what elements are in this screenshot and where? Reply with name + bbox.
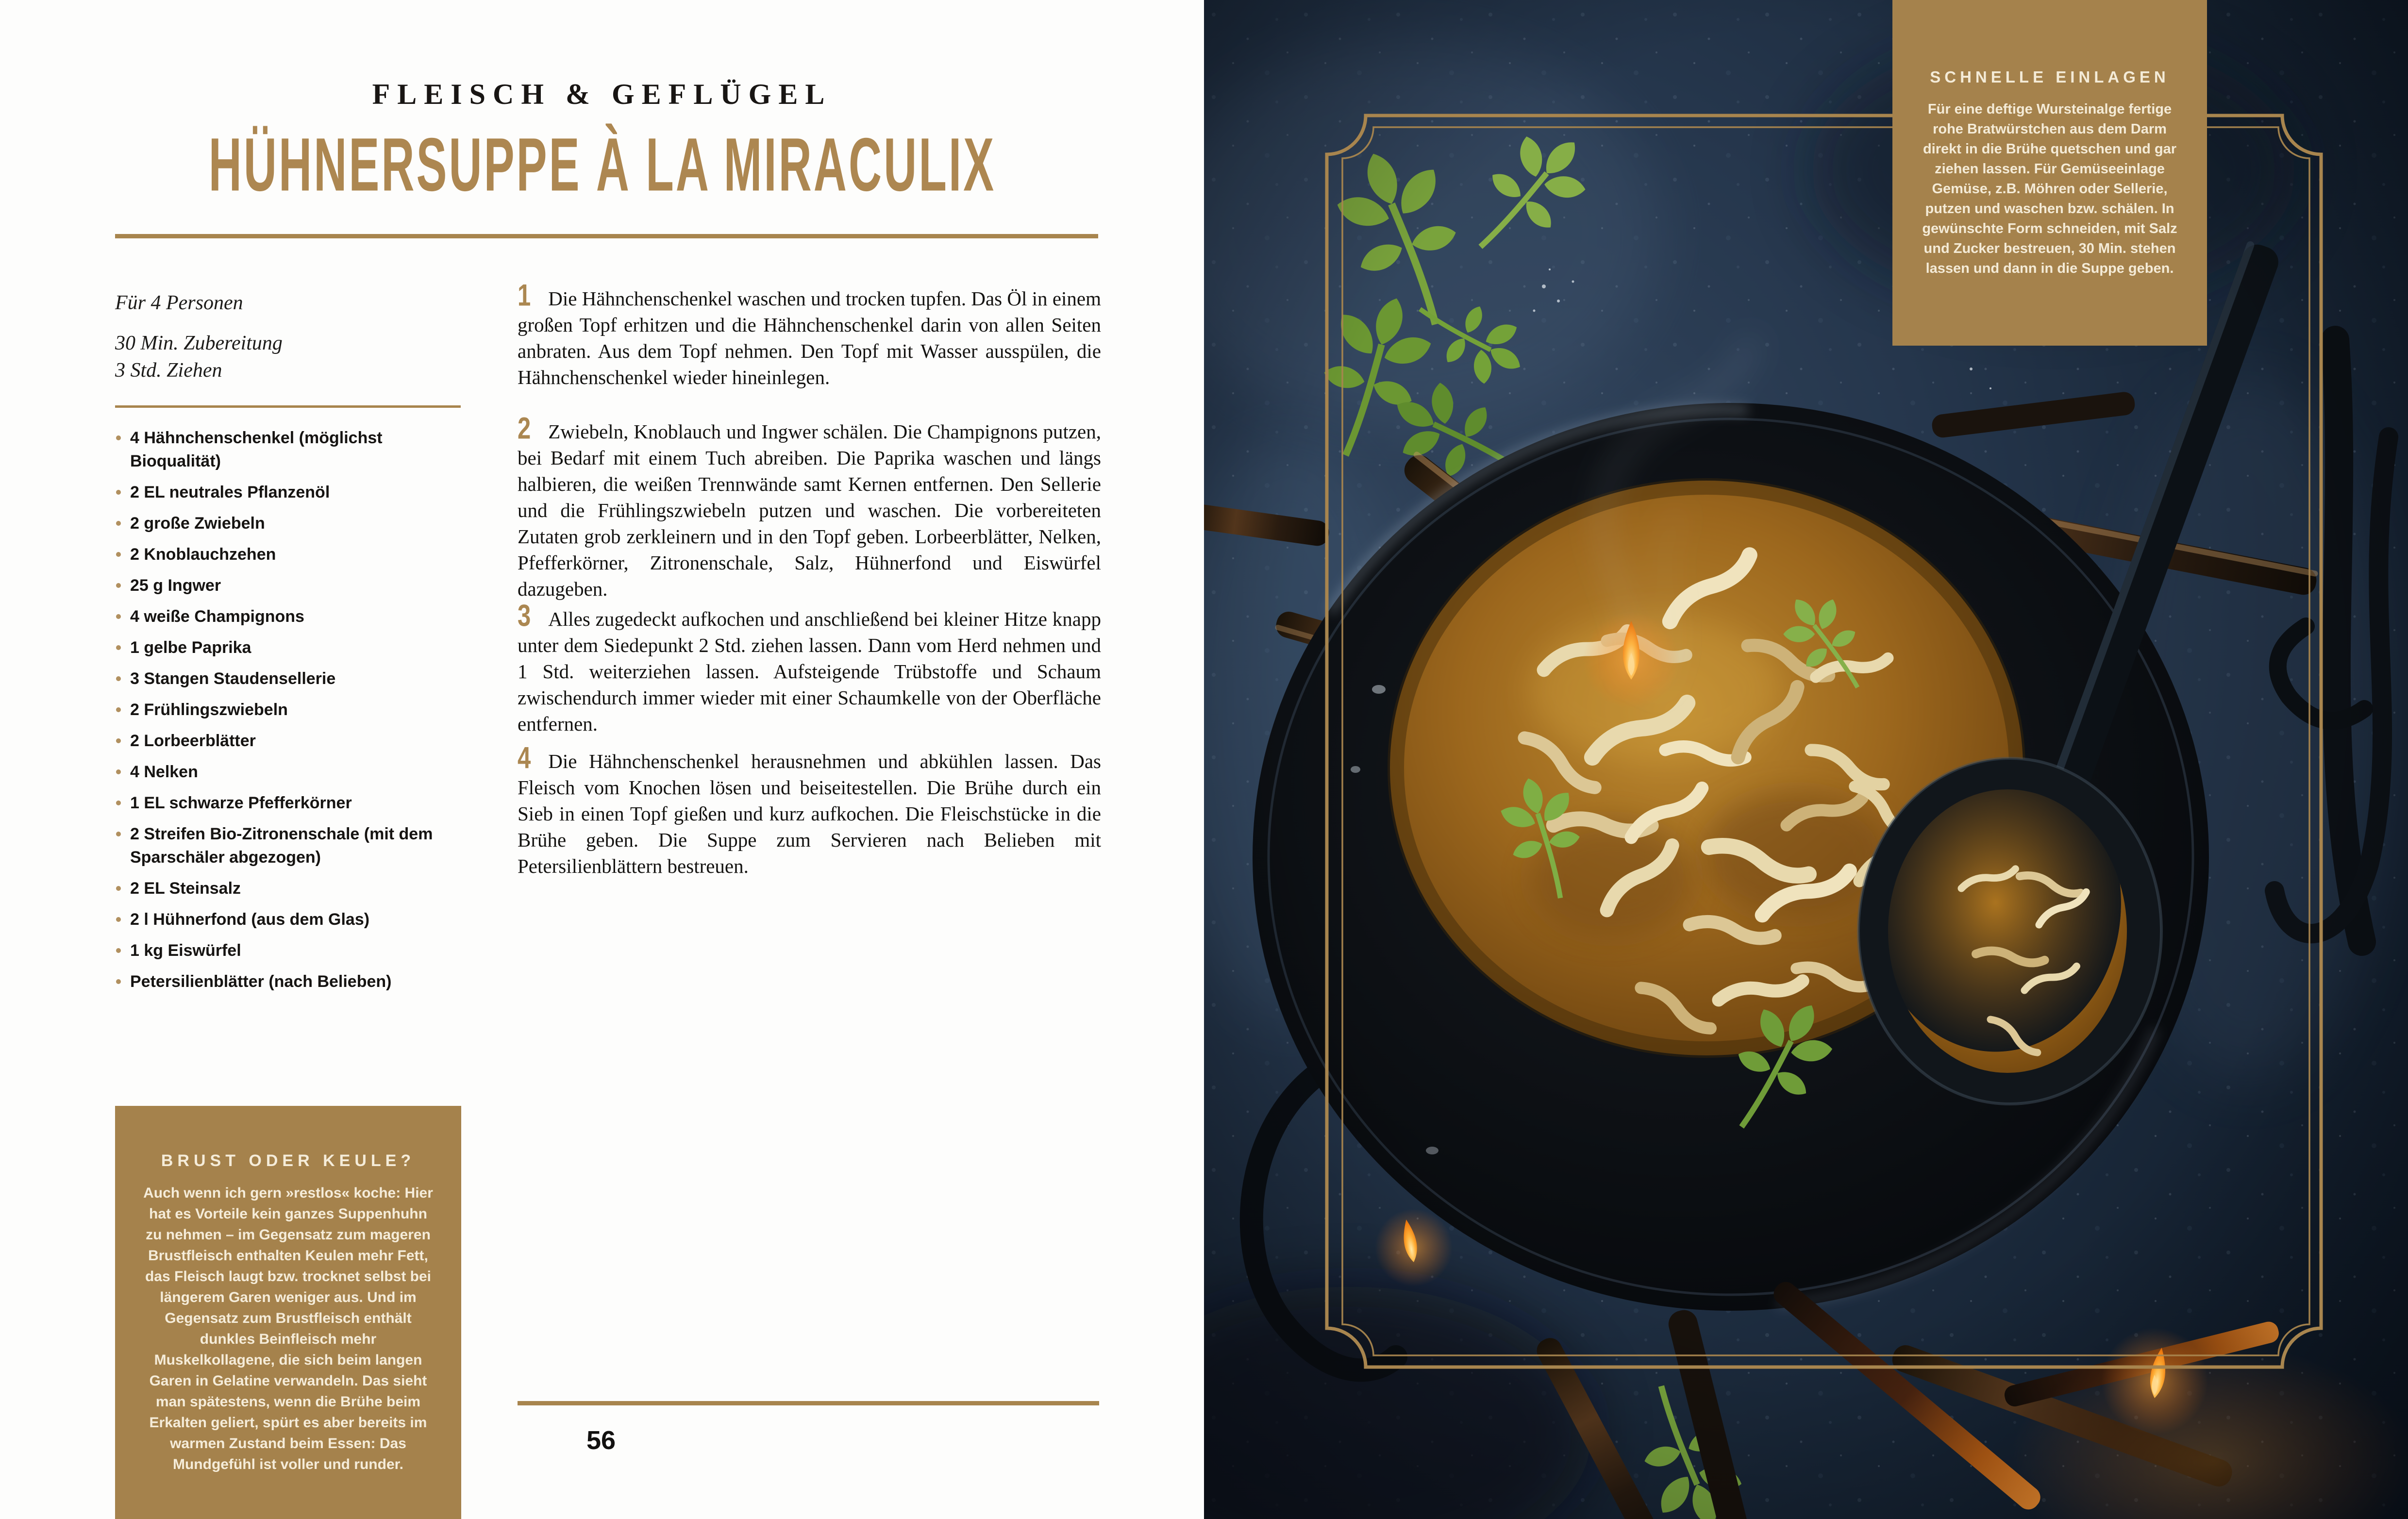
ingredient-item: 2 Frühlingszwiebeln <box>115 698 463 721</box>
ingredients-divider-rule <box>115 405 461 408</box>
tip-box-title: SCHNELLE EINLAGEN <box>1930 68 2170 86</box>
step-text: Alles zugedeckt aufkochen und anschließend bei kleiner Hitze knapp unter dem Siedepunkt 2 Std. ziehen lassen. Dann vom Herd nehmen und 1 Std. weiterziehen lassen. Aufsteigende Trübstoffe und Schaum zwischendurch immer wieder mit einer Schaumkelle von der Oberfläche entfernen. <box>518 608 1101 735</box>
step-text: Die Hähnchenschenkel herausnehmen und abkühlen lassen. Das Fleisch vom Knochen lösen und beiseitestellen. Die Brühe durch ein Sieb in einen Topf gießen und kurz aufkochen. Die Fleischstücke in die Brühe geben. Die Suppe zum Servieren nach Belieben mit Petersilienblättern bestreuen. <box>518 750 1101 877</box>
ingredient-item: 4 weiße Champignons <box>115 605 463 628</box>
ingredient-item: 2 große Zwiebeln <box>115 512 463 535</box>
rest-time-label: 3 Std. Ziehen <box>115 359 222 382</box>
sidebar-info-box <box>115 1106 461 1519</box>
prep-time-label: 30 Min. Zubereitung <box>115 332 283 354</box>
ingredient-item: Petersilienblätter (nach Belieben) <box>115 970 463 993</box>
instruction-step-2 <box>518 412 1101 602</box>
ingredient-item: 3 Stangen Staudensellerie <box>115 667 463 690</box>
step-text: Zwiebeln, Knoblauch und Ingwer schälen. Die Champignons putzen, bei Bedarf mit einem Tuch abreiben. Die Paprika waschen und längs halbieren, die weißen Trennwände samt Kernen entfernen. Den Sellerie und die Frühlingszwiebeln putzen und waschen. Die vorbereiteten Zutaten grob zerkleinern und in den Topf geben. Lorbeerblätter, Nelken, Pfefferkörner, Zitronenschale, Salz, Hühnerfond und Eiswürfel dazugeben. <box>518 420 1101 600</box>
instruction-step-4 <box>518 741 1101 879</box>
ingredient-item: 2 EL neutrales Pflanzenöl <box>115 481 463 504</box>
ingredient-item: 1 EL schwarze Pfefferkörner <box>115 791 463 815</box>
info-box-text: Auch wenn ich gern »restlos« koche: Hier hat es Vorteile kein ganzes Suppenhuhn zu nehmen – im Gegensatz zum mageren Brustfleisch enthalten Keulen mehr Fett, das Fleisch laugt bzw. trocknet selbst bei längerem Garen weniger aus. Und im Gegensatz zum Brustfleisch enthält dunkles Beinfleisch mehr Muskelkollagene, die sich beim langen Garen in Gelatine verwandeln. Das sieht man spätestens, wenn die Brühe beim Erkalten geliert, spürt es aber bereits im warmen Zustand beim Essen: Das Mundgefühl ist voller und runder. <box>143 1185 433 1472</box>
spacer <box>115 317 283 330</box>
ingredient-item: 4 Nelken <box>115 760 463 784</box>
step-number: 2 <box>518 412 531 446</box>
category-label: FLEISCH & GEFLÜGEL <box>372 78 832 110</box>
step-number: 1 <box>518 279 531 313</box>
ingredient-item: 1 gelbe Paprika <box>115 636 463 659</box>
recipe-title: HÜHNERSUPPE À LA MIRACULIX <box>208 122 996 207</box>
ingredient-item: 2 l Hühnerfond (aus dem Glas) <box>115 908 463 931</box>
ingredient-item: 1 kg Eiswürfel <box>115 939 463 962</box>
serving-info <box>115 289 283 384</box>
servings-label: Für 4 Personen <box>115 292 243 314</box>
ingredient-item: 2 Knoblauchzehen <box>115 543 463 566</box>
instruction-step-1 <box>518 279 1101 390</box>
ingredients-list <box>115 426 463 1001</box>
tip-box <box>1892 0 2207 346</box>
instruction-step-3 <box>518 599 1101 737</box>
ingredient-item: 2 Lorbeerblätter <box>115 729 463 752</box>
step-number: 4 <box>518 741 531 775</box>
tip-box-text: Für eine deftige Wursteinalge fertige rohe Bratwürstchen aus dem Darm direkt in die Brühe quetschen und gar ziehen lassen. Für Gemüseeinlage Gemüse, z.B. Möhren oder Sellerie, putzen und waschen bzw. schälen. In gewünschte Form schneiden, mit Salz und Zucker bestreuen, 30 Min. stehen lassen und dann in die Suppe geben. <box>1922 101 2177 276</box>
ingredient-item: 2 EL Steinsalz <box>115 877 463 900</box>
step-text: Die Hähnchenschenkel waschen und trocken tupfen. Das Öl in einem großen Topf erhitzen und die Hähnchenschenkel darin von allen Seiten anbraten. Aus dem Topf nehmen. Den Topf mit Wasser ausspülen, die Hähnchenschenkel wieder hineinlegen. <box>518 287 1101 388</box>
step-number: 3 <box>518 599 531 633</box>
ingredient-item: 2 Streifen Bio-Zitronenschale (mit dem Sparschäler abgezogen) <box>115 822 463 869</box>
vignette <box>1204 0 2408 1519</box>
page-title <box>0 121 1204 207</box>
soup-photo <box>1204 0 2408 1519</box>
footer-rule <box>518 1401 1099 1405</box>
info-box-title: BRUST ODER KEULE? <box>161 1152 416 1170</box>
page-number: 56 <box>586 1426 616 1455</box>
title-divider-rule <box>115 234 1098 238</box>
photo-page <box>1204 0 2408 1519</box>
ingredient-item: 4 Hähnchenschenkel (möglichst Bioqualität) <box>115 426 463 473</box>
ingredient-item: 25 g Ingwer <box>115 574 463 597</box>
